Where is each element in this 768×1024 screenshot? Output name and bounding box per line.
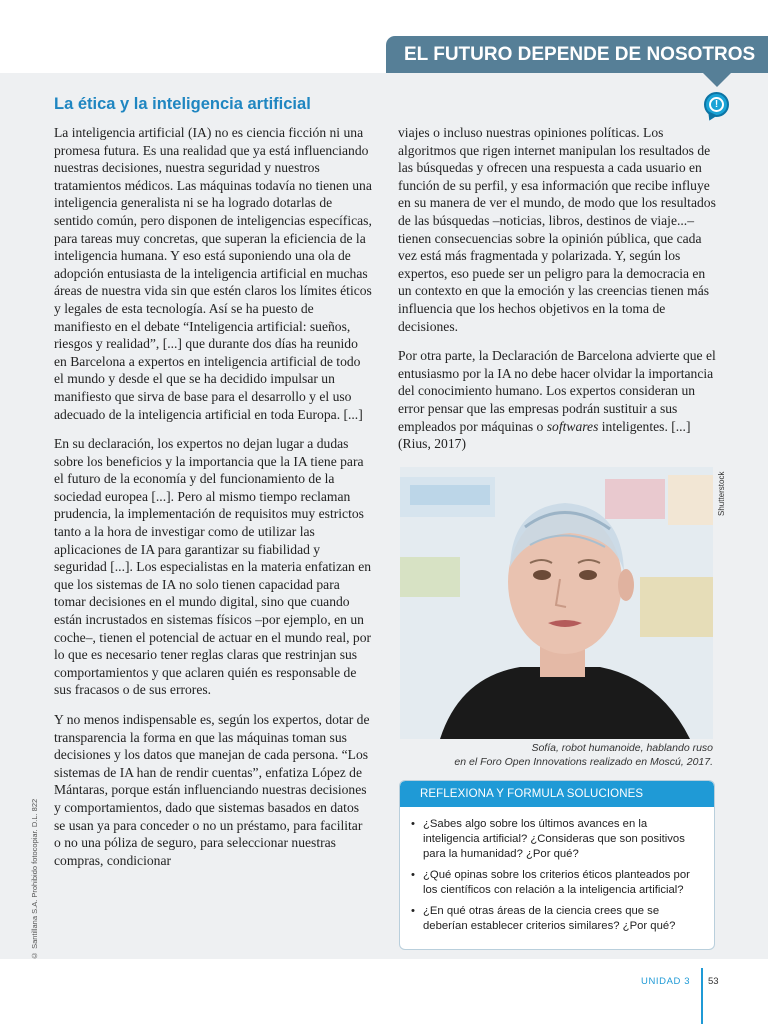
reflection-box	[399, 780, 715, 950]
paragraph	[398, 347, 718, 453]
list-item	[410, 904, 704, 934]
bullet-icon: •	[411, 869, 415, 881]
question-text: ¿En qué otras áreas de la ciencia crees que se deberían establecer criterios similares? ¿Por qué?	[423, 905, 676, 932]
paragraph: En su declaración, los expertos no dejan lugar a dudas sobre los beneficios y la importancia que la IA tiene para el futuro de la economía y del funcionamiento de la sociedad europea [...]. Pero al mismo tiempo reclaman prudencia, la implementación de requisitos muy estrictos tanto a la hora de investigar como de utilizar las aplicaciones de IA para garantizar su fiabilidad y seguridad [...]. Los especialistas en la materia enfatizan en que los sistemas de IA no solo tienen capacidad para tomar decisiones en el mundo digital, sino que cuando están incrustados en sistemas físicos –por ejemplo, en un coche–, tienen el potencial de actuar en el mundo real, por lo que es necesario tener reglas claras que restrinjan sus comportamientos y que aclaren quién es responsable de sus fracasos o de sus errores.	[54, 436, 372, 698]
photo-credit: Shutterstock	[717, 471, 726, 516]
bullet-icon: •	[411, 905, 415, 917]
paragraph: Y no menos indispensable es, según los expertos, dotar de transparencia la forma en que las máquinas toman sus decisiones y los datos que manejan de cada persona. “Los sistemas de IA han de rendir cuentas”, enfatiza López de Mántaras, porque están influenciando nuestras decisiones y comportamientos, dado que sistemas basados en datos se usan ya para conceder o no un préstamo, para facilitar o no una póliza de seguro, para seleccionar nuestras compras, condicionar	[54, 712, 370, 868]
question-list	[400, 807, 714, 934]
page-number: 53	[708, 976, 719, 987]
footer-unit: UNIDAD 3	[641, 976, 691, 987]
exclamation-icon	[704, 92, 729, 117]
robot-photo	[400, 467, 713, 739]
exclamation-symbol: !	[709, 97, 724, 112]
question-text: ¿Qué opinas sobre los criterios éticos planteados por los científicos con relación a la inteligencia artificial?	[423, 869, 690, 896]
paragraph-text: Por otra parte, la Declaración de Barcelona advierte que el entusiasmo por la IA no debe hacer olvidar la importancia del conocimiento humano. Los expertos consideran un error pensar que las empresas podrán sustituir a sus empleados por máquinas o	[398, 348, 716, 434]
footer-divider	[701, 968, 703, 1024]
caption-line: Sofía, robot humanoide, hablando ruso	[531, 742, 713, 754]
bullet-icon: •	[411, 818, 415, 830]
italic-term: softwares	[546, 418, 599, 434]
paragraph: La inteligencia artificial (IA) no es ciencia ficción ni una promesa futura. Es una realidad que ya está influenciando nuestras decisiones, nuestra seguridad y nuestros tratamientos médicos. Las máquinas todavía no tienen una inteligencia generalista ni se ha logrado dotarlas de sentido común, pero disponen de inteligencias específicas, para tareas muy concretas, que superan la eficiencia de la inteligencia humana. Y eso está suponiendo una ola de adopción entusiasta de la inteligencia artificial en muchas áreas de nuestra vida sin que estén claros los límites éticos y legales de esta tecnología. Así se ha puesto de manifiesto en el debate “Inteligencia artificial: sueños, riesgos y realidad”, [...] que durante dos días ha reunido en Barcelona a expertos en inteligencia artificial de todo el mundo y desde el que se ha decidido impulsar un manifiesto que sirva de base para el desarrollo y el uso adecuado de la inteligencia artificial en toda Europa. [...]	[54, 125, 372, 422]
banner-pointer	[703, 73, 731, 87]
chapter-banner: EL FUTURO DEPENDE DE NOSOTROS	[386, 36, 768, 73]
text-column-left	[54, 124, 372, 881]
reflection-title: REFLEXIONA Y FORMULA SOLUCIONES	[400, 781, 714, 807]
paragraph: viajes o incluso nuestras opiniones políticas. Los algoritmos que rigen internet manipulan los resultados de las búsquedas y ofrecen una respuesta a cada usuario en función de su perfil, y esa información que recibe influye en su manera de ver el mundo, de modo que los resultados de las búsquedas –noticias, libros, destinos de viaje...– tienen consecuencias sobre la opinión pública, que cada vez está más fragmentada y polarizada. Y, según los expertos, eso puede ser un peligro para la democracia en un contexto en que la emoción y las creencias tienen más influencia que los hechos objetivos en la toma de decisiones.	[398, 125, 716, 334]
robot-illustration	[400, 467, 713, 739]
paragraph-text: inteligentes. [...] (Rius, 2017)	[398, 418, 691, 452]
section-title: La ética y la inteligencia artificial	[54, 95, 311, 113]
list-item	[410, 868, 704, 898]
copyright-notice: © Santillana S.A. Prohibido fotocopiar. D.L. 822	[30, 798, 39, 960]
text-column-right	[398, 124, 718, 465]
caption-line: en el Foro Open Innovations realizado en Moscú, 2017.	[454, 755, 713, 768]
question-text: ¿Sabes algo sobre los últimos avances en la inteligencia artificial? ¿Consideras que son positivos para la humanidad? ¿Por qué?	[423, 818, 685, 860]
photo-caption	[400, 742, 713, 769]
list-item	[410, 817, 704, 862]
